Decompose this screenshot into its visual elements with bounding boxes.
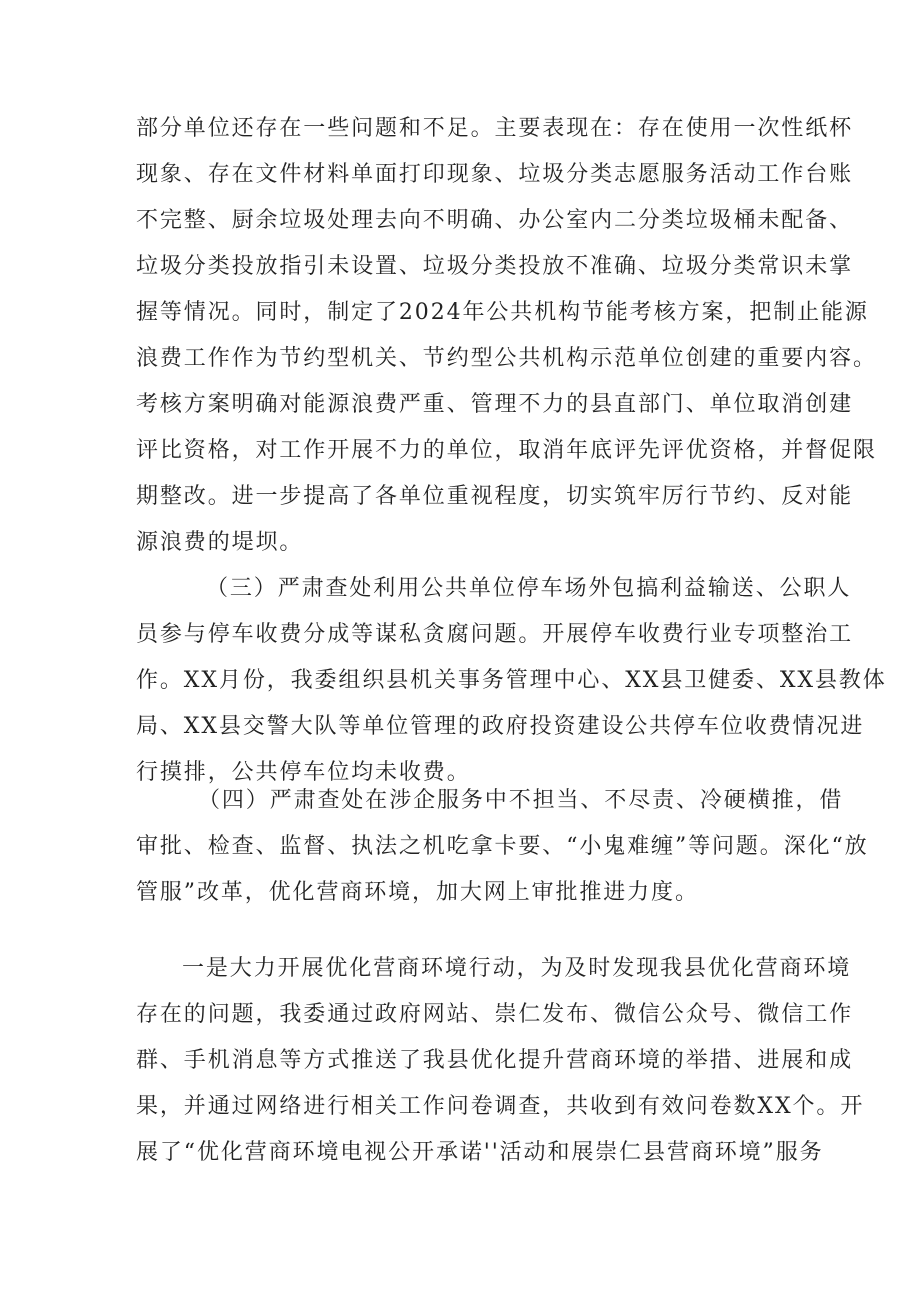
text-line: 行摸排，公共停车位均未收费。 <box>136 760 471 785</box>
text-line: 管服”改革，优化营商环境，加大网上审批推进力度。 <box>136 880 699 905</box>
text-line: 考核方案明确对能源浪费严重、管理不力的县直部门、单位取消创建 <box>136 392 854 417</box>
text-line: 源浪费的堤坝。 <box>136 530 304 555</box>
text-line: 员参与停车收费分成等谋私贪腐问题。开展停车收费行业专项整治工 <box>136 622 854 647</box>
text-line: 评比资格，对工作开展不力的单位，取消年底评先评优资格，并督促限 <box>136 438 877 463</box>
text-line: 群、手机消息等方式推送了我县优化提升营商环境的举措、进展和成 <box>136 1048 854 1073</box>
text-line: （四）严肃查处在涉企服务中不担当、不尽责、冷硬横推，借 <box>198 788 844 813</box>
text-line: （三）严肃查处利用公共单位停车场外包搞利益输送、公职人 <box>206 576 852 601</box>
text-line: 存在的问题，我委通过政府网站、崇仁发布、微信公众号、微信工作 <box>136 1002 854 1027</box>
text-line: 握等情况。同时，制定了2024年公共机构节能考核方案，把制止能源 <box>136 300 869 325</box>
text-line: 垃圾分类投放指引未设置、垃圾分类投放不准确、垃圾分类常识未掌 <box>136 254 854 279</box>
text-line: 不完整、厨余垃圾处理去向不明确、办公室内二分类垃圾桶未配备、 <box>136 208 854 233</box>
text-line: 浪费工作作为节约型机关、节约型公共机构示范单位创建的重要内容。 <box>136 346 877 371</box>
text-line: 期整改。进一步提高了各单位重视程度，切实筑牢厉行节约、反对能 <box>136 484 854 509</box>
text-line: 一是大力开展优化营商环境行动，为及时发现我县优化营商环境 <box>182 956 852 981</box>
text-line: 果，并通过网络进行相关工作问卷调查，共收到有效问卷数XX个。开 <box>136 1094 865 1119</box>
text-line: 局、XX县交警大队等单位管理的政府投资建设公共停车位收费情况进 <box>136 714 865 739</box>
text-line: 部分单位还存在一些问题和不足。主要表现在：存在使用一次性纸杯 <box>136 116 854 141</box>
text-line: 现象、存在文件材料单面打印现象、垃圾分类志愿服务活动工作台账 <box>136 162 854 187</box>
text-line: 审批、检查、监督、执法之机吃拿卡要、“小鬼难缠”等问题。深化“放 <box>136 834 869 859</box>
text-line: 作。XX月份，我委组织县机关事务管理中心、XX县卫健委、XX县教体 <box>136 668 887 693</box>
text-line: 展了“优化营商环境电视公开承诺''活动和展崇仁县营商环境”服务 <box>136 1140 824 1165</box>
